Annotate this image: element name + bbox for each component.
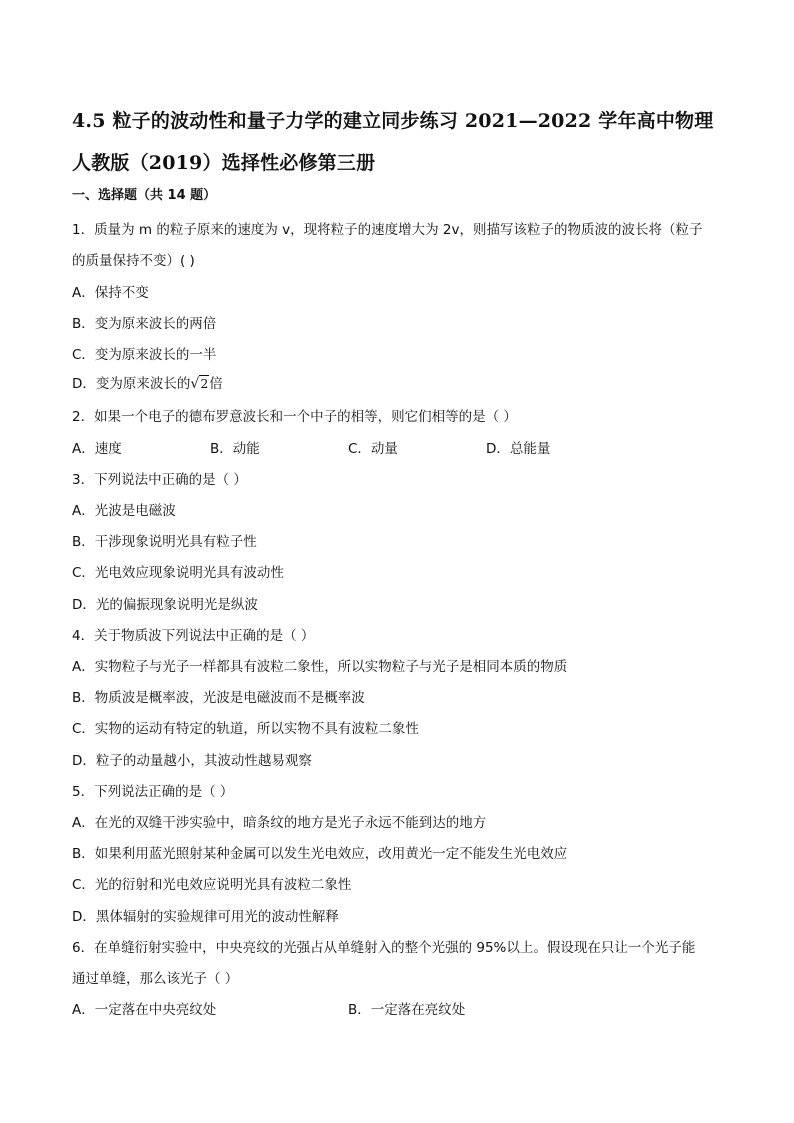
q5-option-c: C．光的衍射和光电效应说明光具有波粒二象性 [72, 877, 352, 893]
q4-option-b: B．物质波是概率波，光波是电磁波而不是概率波 [72, 690, 365, 706]
q6-option-a: A．一定落在中央亮纹处 [72, 1002, 217, 1018]
q5-stem: 5．下列说法正确的是（ ） [72, 784, 234, 800]
q6-stem-line2: 通过单缝，那么该光子（ ） [72, 971, 239, 987]
q1-option-d-prefix: D．变为原来波长的 [72, 376, 191, 392]
q4-stem: 4．关于物质波下列说法中正确的是（ ） [72, 628, 315, 644]
q6-option-b: B．一定落在亮纹处 [348, 1002, 466, 1018]
q2-option-c: C．动量 [348, 441, 398, 457]
q2-stem: 2．如果一个电子的德布罗意波长和一个中子的相等，则它们相等的是（ ） [72, 409, 517, 425]
q5-option-d: D．黑体辐射的实验规律可用光的波动性解释 [72, 909, 339, 925]
q4-option-d: D．粒子的动量越小，其波动性越易观察 [72, 753, 312, 769]
q3-option-d: D．光的偏振现象说明光是纵波 [72, 597, 258, 613]
q1-option-d-suffix: 倍 [209, 376, 223, 392]
q5-option-b: B．如果利用蓝光照射某种金属可以发生光电效应，改用黄光一定不能发生光电效应 [72, 846, 568, 862]
q1-option-d [72, 372, 223, 392]
q1-option-c: C．变为原来波长的一半 [72, 347, 217, 363]
sqrt-symbol: √2 [190, 376, 209, 392]
q2-option-b: B．动能 [210, 441, 260, 457]
q2-option-d: D．总能量 [486, 441, 551, 457]
q1-option-d-radicand: 2 [200, 376, 209, 391]
section-heading: 一、选择题（共 14 题） [72, 188, 217, 203]
q3-option-b: B．干涉现象说明光具有粒子性 [72, 534, 257, 550]
q3-option-a: A．光波是电磁波 [72, 503, 176, 519]
q4-option-a: A．实物粒子与光子一样都具有波粒二象性，所以实物粒子与光子是相同本质的物质 [72, 659, 568, 675]
q1-stem-line1: 1．质量为 m 的粒子原来的速度为 v，现将粒子的速度增大为 2v，则描写该粒子的物质波的波长将（粒子 [72, 222, 703, 238]
q1-stem-line2: 的质量保持不变）( ) [72, 253, 195, 269]
document-title: 4.5 粒子的波动性和量子力学的建立同步练习 2021—2022 学年高中物理人教版（2019）选择性必修第三册 [72, 110, 714, 174]
q4-option-c: C．实物的运动有特定的轨道，所以实物不具有波粒二象性 [72, 721, 419, 737]
q1-option-a: A．保持不变 [72, 285, 149, 301]
q3-option-c: C．光电效应现象说明光具有波动性 [72, 565, 284, 581]
q6-stem-line1: 6．在单缝衍射实验中，中央亮纹的光强占从单缝射入的整个光强的 95%以上。假设现在只让一个光子能 [72, 940, 696, 956]
q5-option-a: A．在光的双缝干涉实验中，暗条纹的地方是光子永远不能到达的地方 [72, 815, 487, 831]
q1-option-b: B．变为原来波长的两倍 [72, 316, 217, 332]
q2-option-a: A．速度 [72, 441, 122, 457]
q3-stem: 3．下列说法中正确的是（ ） [72, 472, 247, 488]
